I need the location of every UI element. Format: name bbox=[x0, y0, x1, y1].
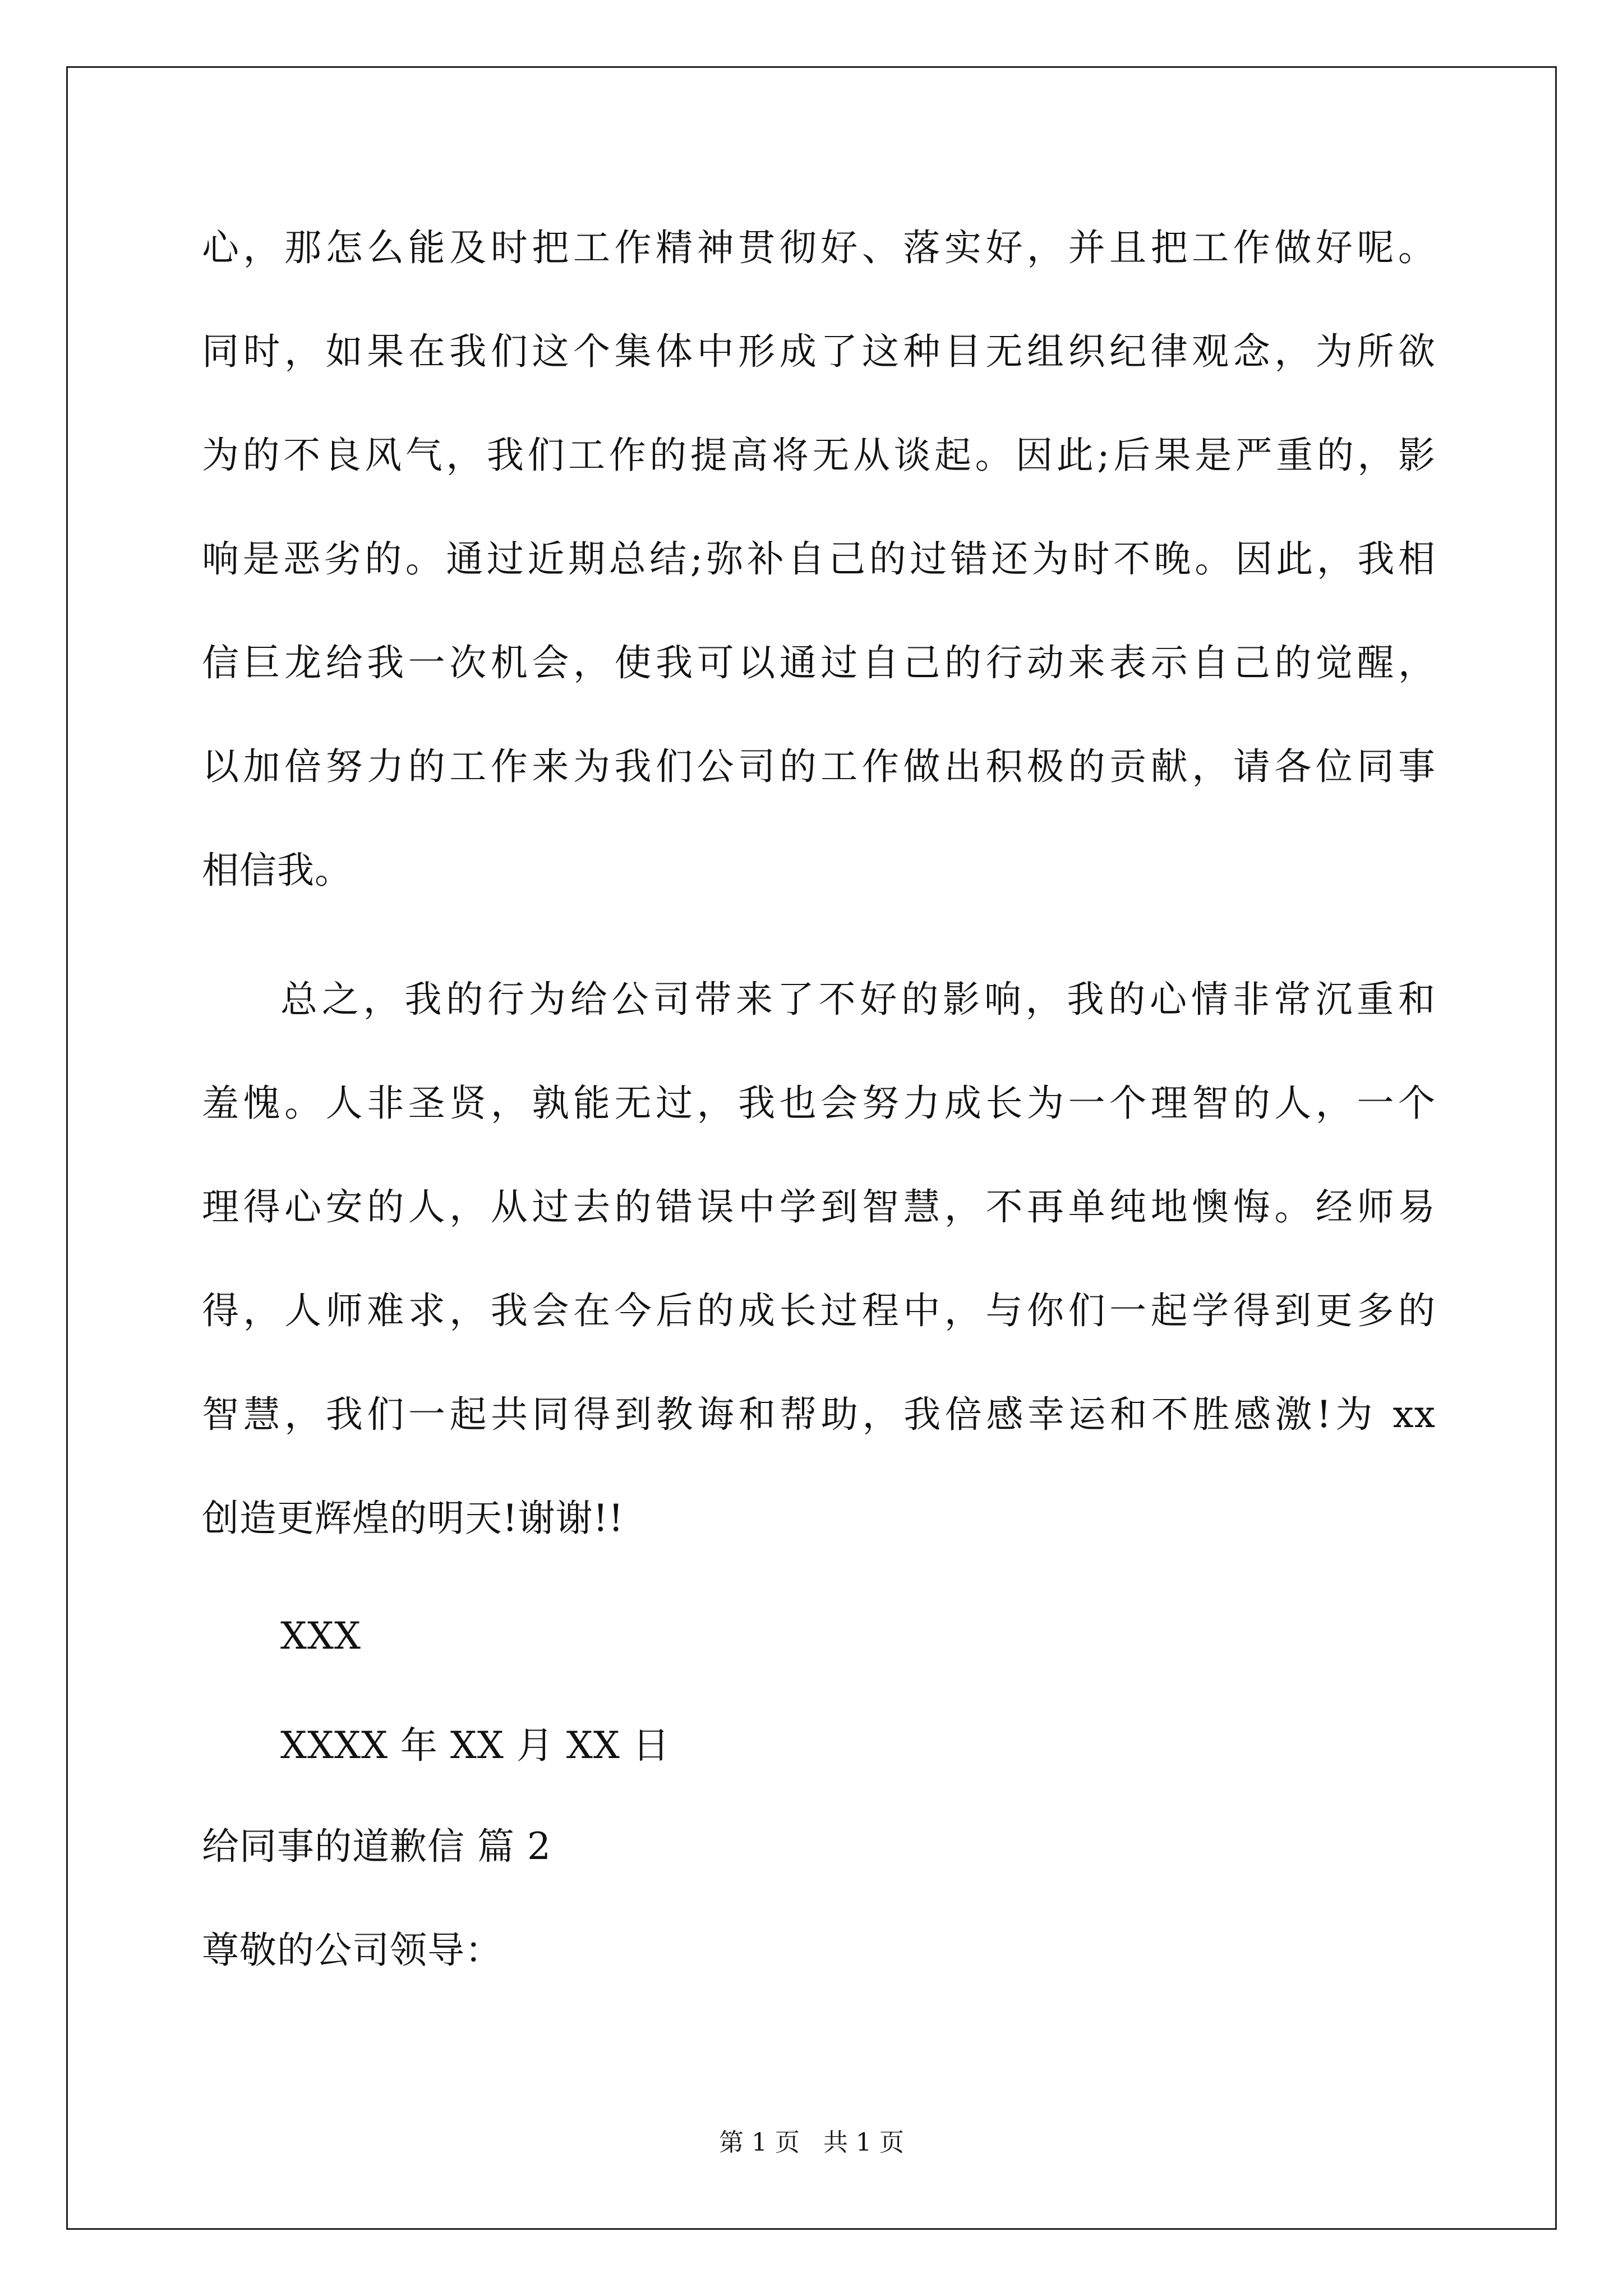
paragraph-line: 心，那怎么能及时把工作精神贯彻好、落实好，并且把工作做好呢。 bbox=[202, 226, 1436, 269]
signature-name: XXX bbox=[280, 1614, 361, 1658]
paragraph-line: 羞愧。人非圣贤，孰能无过，我也会努力成长为一个理智的人，一个 bbox=[202, 1082, 1436, 1125]
paragraph-line: 为的不良风气，我们工作的提高将无从谈起。因此;后果是严重的，影 bbox=[202, 434, 1436, 477]
page-footer: 第 1 页 共 1 页 bbox=[719, 2128, 904, 2157]
paragraph-line: 响是恶劣的。通过近期总结;弥补自己的过错还为时不晚。因此，我相 bbox=[202, 537, 1436, 581]
paragraph-line: 信巨龙给我一次机会，使我可以通过自己的行动来表示自己的觉醒， bbox=[202, 641, 1436, 684]
paragraph-line: 总之，我的行为给公司带来了不好的影响，我的心情非常沉重和 bbox=[280, 978, 1436, 1021]
paragraph-line: 创造更辉煌的明天!谢谢!! bbox=[202, 1497, 624, 1540]
salutation: 尊敬的公司领导： bbox=[202, 1929, 502, 1972]
section-heading: 给同事的道歉信 篇 2 bbox=[202, 1825, 551, 1868]
paragraph-line: 智慧，我们一起共同得到教诲和帮助，我倍感幸运和不胜感激!为 xx bbox=[202, 1393, 1436, 1436]
page-border bbox=[66, 66, 1557, 2230]
paragraph-line: 同时，如果在我们这个集体中形成了这种目无组织纪律观念，为所欲 bbox=[202, 330, 1436, 373]
paragraph-line: 以加倍努力的工作来为我们公司的工作做出积极的贡献，请各位同事 bbox=[202, 745, 1436, 788]
paragraph-line: 理得心安的人，从过去的错误中学到智慧，不再单纯地懊悔。经师易 bbox=[202, 1185, 1436, 1228]
signature-date: XXXX 年 XX 月 XX 日 bbox=[280, 1724, 670, 1767]
paragraph-line: 得，人师难求，我会在今后的成长过程中，与你们一起学得到更多的 bbox=[202, 1289, 1436, 1332]
paragraph-line: 相信我。 bbox=[202, 849, 352, 892]
